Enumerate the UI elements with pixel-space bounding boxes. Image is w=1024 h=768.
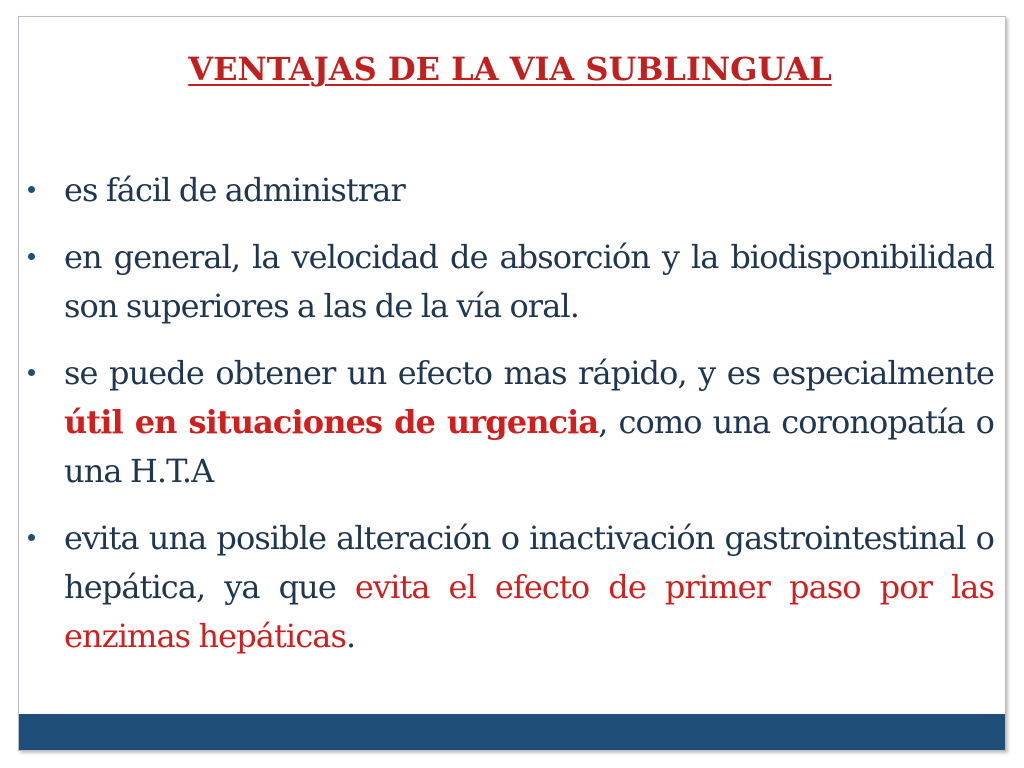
bullet-text: . <box>345 617 356 655</box>
footer-bar <box>19 714 1005 750</box>
highlight-text: útil en situaciones de urgencia <box>64 403 599 441</box>
bullet-list <box>44 166 994 679</box>
bullet-text: evita una posible alteración o inactivación gastrointestinal o hepática, ya que <box>64 519 994 606</box>
bullet-text: , como una coronopatía o una H.T.A <box>64 403 994 490</box>
bullet-item <box>44 166 994 215</box>
bullet-item <box>44 514 994 661</box>
bullet-item <box>44 233 994 331</box>
bullet-dot-icon <box>28 253 35 260</box>
bullet-dot-icon <box>28 186 35 193</box>
bullet-item <box>44 349 994 496</box>
slide-title: VENTAJAS DE LA VIA SUBLINGUAL <box>188 50 832 88</box>
bullet-dot-icon <box>28 369 35 376</box>
bullet-text: se puede obtener un efecto mas rápido, y es especialmente <box>64 354 994 392</box>
bullet-text: es fácil de administrar <box>64 171 405 209</box>
bullet-dot-icon <box>28 534 35 541</box>
bullet-text: en general, la velocidad de absorción y la biodisponibilidad son superiores a las de la vía oral. <box>64 238 994 325</box>
highlight-text: evita el efecto de primer paso por las enzimas hepáticas <box>64 568 994 655</box>
